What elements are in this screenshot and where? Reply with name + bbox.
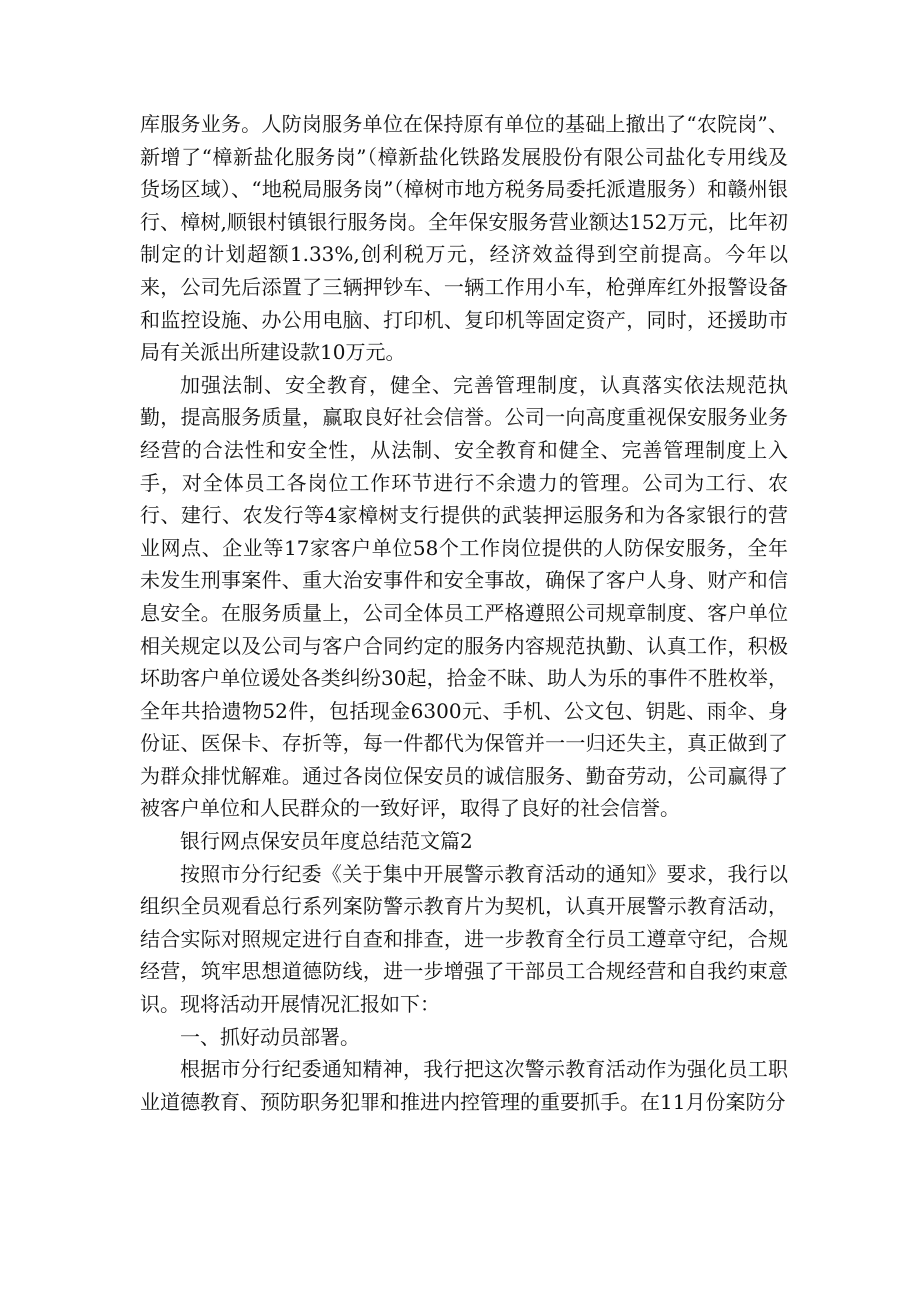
paragraph-legal-safety: 加强法制、安全教育，健全、完善管理制度，认真落实依法规范执勤，提高服务质量，赢取良好社会信誉。公司一向高度重视保安服务业务经营的合法性和安全性，从法制、安全教育和健全、完善管理制度上入手，对全体员工各岗位工作环节进行不余遗力的管理。公司为工行、农行、建行、农发行等4家樟树支行提供的武装押运服务和为各家银行的营业网点、企业等17家客户单位58个工作岗位提供的人防保安服务，全年未发生刑事案件、重大治安事件和安全事故，确保了客户人身、财产和信息安全。在服务质量上，公司全体员工严格遵照公司规章制度、客户单位相关规定以及公司与客户合同约定的服务内容规范执勤、认真工作，积极坏助客户单位谖处各类纠纷30起，拾金不昧、助人为乐的事件不胜枚举，全年共拾遗物52件，包括现金6300元、手机、公文包、钥匙、雨伞、身份证、医保卡、存折等，每一件都代为保管并一一归还失主，真正做到了为群众排忧解难。通过各岗位保安员的诚信服务、勤奋劳动，公司赢得了被客户单位和人民群众的一致好评，取得了良好的社会信誉。 <box>140 372 788 821</box>
paragraph-service-overview: 库服务业务。人防岗服务单位在保持原有单位的基础上撤出了“农院岗”、新增了“樟新盐化服务岗”（樟新盐化铁路发展股份有限公司盐化专用线及货场区域）、“地税局服务岗”（樟树市地方税务局委托派遣服务）和赣州银行、樟树,顺银村镇银行服务岗。全年保安服务营业额达152万元，比年初制定的计划超额1.33%,创利税万元，经济效益得到空前提高。今年以来，公司先后添置了三辆押钞车、一辆工作用小车，枪弹库红外报警设备和监控设施、办公用电脑、打印机、复印机等固定资产，同时，还援助市局有关派出所建设款10万元。 <box>140 112 788 365</box>
article-heading: 银行网点保安员年度总结范文篇2 <box>180 829 473 854</box>
paragraph-warning-education: 按照市分行纪委《关于集中开展警示教育活动的通知》要求，我行以组织全员观看总行系列案防警示教育片为契机，认真开展警示教育活动，结合实际对照规定进行自查和排查，进一步教育全行员工遵章守纪，合规经营，筑牢思想道德防线，进一步增强了干部员工合规经营和自我约束意识。现将活动开展情况汇报如下： <box>140 861 788 1017</box>
section-heading-mobilization: 一、抓好动员部署。 <box>180 1024 360 1049</box>
paragraph-mobilization: 根据市分行纪委通知精神，我行把这次警示教育活动作为强化员工职业道德教育、预防职务犯罪和推进内控管理的重要抓手。在11月份案防分 <box>140 1057 788 1114</box>
document-body <box>140 108 788 1118</box>
